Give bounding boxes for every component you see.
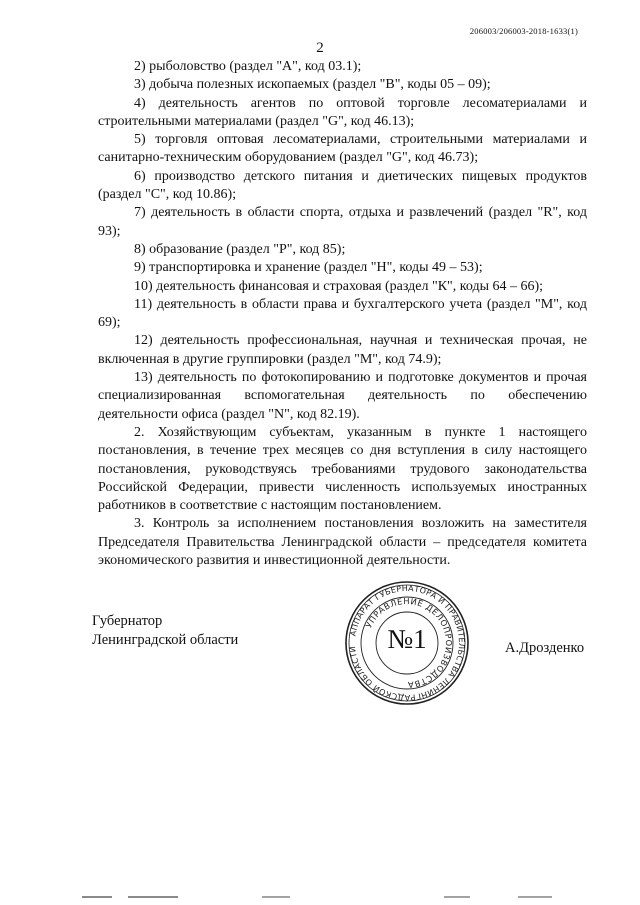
list-item: 3) добыча полезных ископаемых (раздел "В", коды 05 – 09);	[134, 77, 491, 93]
list-item: 4) деятельность агентов по оптовой торговле лесоматериалами и строительными материалами (раздел "G", код 46.13);	[98, 95, 587, 129]
signatory-title-line: Ленинградской области	[92, 632, 239, 648]
list-item: 7) деятельность в области спорта, отдыха и развлечений (раздел "R", код 93);	[98, 205, 587, 239]
list-item: 2) рыболовство (раздел "А", код 03.1);	[134, 59, 362, 74]
list-item: 8) образование (раздел "Р", код 85);	[134, 241, 346, 257]
signatory-name: А.Дрозденко	[505, 640, 585, 656]
list-item: 13) деятельность по фотокопированию и подготовке документов и прочая специализированная вспомогательная деятельность по обеспечению деятельности офиса (раздел "N", код 82.19).	[98, 370, 587, 422]
signatory-title-line: Губернатор	[92, 613, 163, 629]
svg-text:АППАРАТ ГУБЕРНАТОРА И ПРАВИТЕЛ: АППАРАТ ГУБЕРНАТОРА И ПРАВИТЕЛЬСТВА ЛЕНИНГРАДСКОЙ ОБЛАСТИ	[348, 583, 467, 703]
list-item: 11) деятельность в области права и бухгалтерского учета (раздел "М", код 69);	[98, 296, 587, 331]
signatory-title	[92, 612, 238, 650]
clause-paragraph: 3. Контроль за исполнением постановления возложить на заместителя Председателя Правительства Ленинградской области – председателя комитета экономического развития и инвестиционной деятельности.	[98, 516, 587, 569]
list-item: 9) транспортировка и хранение (раздел "Н", коды 49 – 53);	[134, 260, 483, 276]
scan-edge-marks	[0, 891, 640, 905]
clause-paragraph: 2. Хозяйствующим субъектам, указанным в пункте 1 настоящего постановления, в течение трех месяцев со дня вступления в силу настоящего постановления, руководствуясь требованиями трудового законодательства Российской Федерации, привести численность используемых иностранных работников в соответствие с настоящим постановлением.	[98, 424, 587, 514]
seal-number: №1	[387, 624, 427, 654]
document-id: 206003/206003-2018-1633(1)	[469, 26, 578, 36]
page-number: 2	[316, 40, 324, 56]
list-item: 12) деятельность профессиональная, научная и техническая прочая, не включенная в другие группировки (раздел "М", код 74.9);	[98, 333, 587, 367]
official-seal	[344, 580, 470, 706]
document-body	[98, 58, 587, 570]
svg-text:УПРАВЛЕНИЕ ДЕЛОПРОИЗВОДСТВА: УПРАВЛЕНИЕ ДЕЛОПРОИЗВОДСТВА	[363, 595, 455, 691]
list-item: 6) производство детского питания и диетических пищевых продуктов (раздел "С", код 10.86);	[98, 168, 587, 203]
list-item: 10) деятельность финансовая и страховая (раздел "К", коды 64 – 66);	[134, 278, 544, 294]
list-item: 5) торговля оптовая лесоматериалами, строительными материалами и санитарно-техническим оборудованием (раздел "G", код 46.73);	[98, 132, 587, 166]
